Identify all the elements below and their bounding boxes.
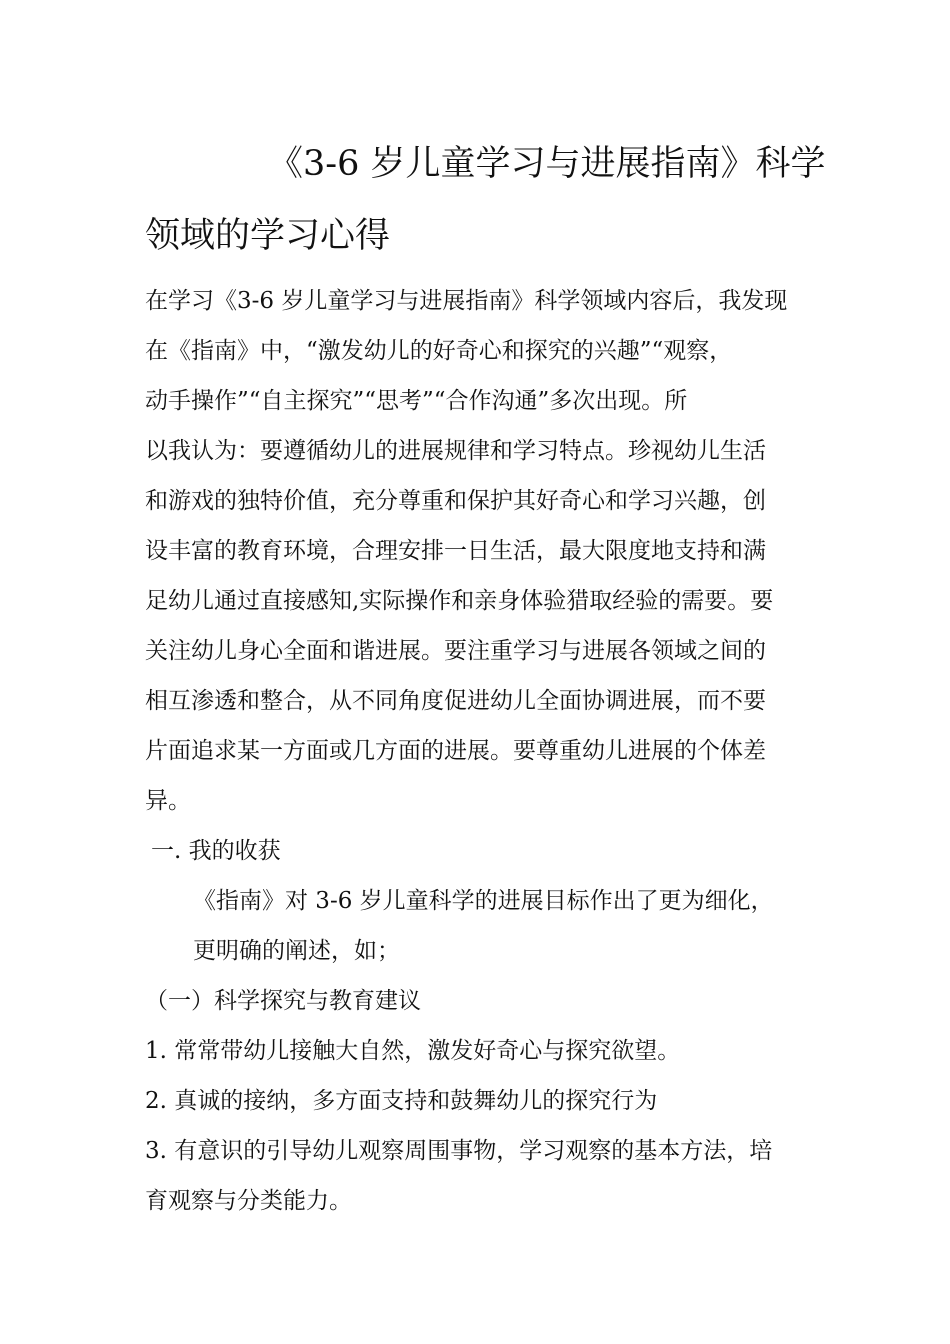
paragraph-line: 在学习《3-6 岁儿童学习与进展指南》科学领域内容后，我发现 bbox=[145, 288, 788, 314]
paragraph-line: 关注幼儿身心全面和谐进展。要注重学习与进展各领域之间的 bbox=[145, 638, 766, 664]
document-title-line-1: 《3-6 岁儿童学习与进展指南》科学 bbox=[268, 144, 826, 184]
list-item: 3. 有意识的引导幼儿观察周围事物，学习观察的基本方法，培 bbox=[145, 1138, 773, 1164]
paragraph-line: 以我认为：要遵循幼儿的进展规律和学习特点。珍视幼儿生活 bbox=[145, 438, 766, 464]
subsection-heading: （一）科学探究与教育建议 bbox=[145, 988, 421, 1014]
section-text-line: 《指南》对 3-6 岁儿童科学的进展目标作出了更为细化， bbox=[193, 888, 774, 914]
paragraph-line: 片面追求某一方面或几方面的进展。要尊重幼儿进展的个体差 bbox=[145, 738, 766, 764]
paragraph-line: 相互渗透和整合，从不同角度促进幼儿全面协调进展，而不要 bbox=[145, 688, 766, 714]
section-heading: 一. 我的收获 bbox=[151, 838, 281, 864]
paragraph-line: 和游戏的独特价值，充分尊重和保护其好奇心和学习兴趣，创 bbox=[145, 488, 766, 514]
paragraph-line: 在《指南》中，“激发幼儿的好奇心和探究的兴趣”“观察， bbox=[145, 338, 733, 364]
section-text-line: 更明确的阐述，如； bbox=[193, 938, 400, 964]
paragraph-line: 异。 bbox=[145, 788, 191, 814]
paragraph-line: 足幼儿通过直接感知,实际操作和亲身体验猎取经验的需要。要 bbox=[145, 588, 774, 614]
paragraph-line: 设丰富的教育环境，合理安排一日生活，最大限度地支持和满 bbox=[145, 538, 766, 564]
document-title-line-2: 领域的学习心得 bbox=[145, 216, 391, 256]
list-item: 2. 真诚的接纳，多方面支持和鼓舞幼儿的探究行为 bbox=[145, 1088, 658, 1114]
document-body bbox=[145, 276, 815, 1226]
paragraph-line: 动手操作”“自主探究”“思考”“合作沟通”多次出现。所 bbox=[145, 388, 688, 414]
list-item-continuation: 育观察与分类能力。 bbox=[145, 1188, 352, 1214]
list-item: 1. 常常带幼儿接触大自然，激发好奇心与探究欲望。 bbox=[145, 1038, 681, 1064]
